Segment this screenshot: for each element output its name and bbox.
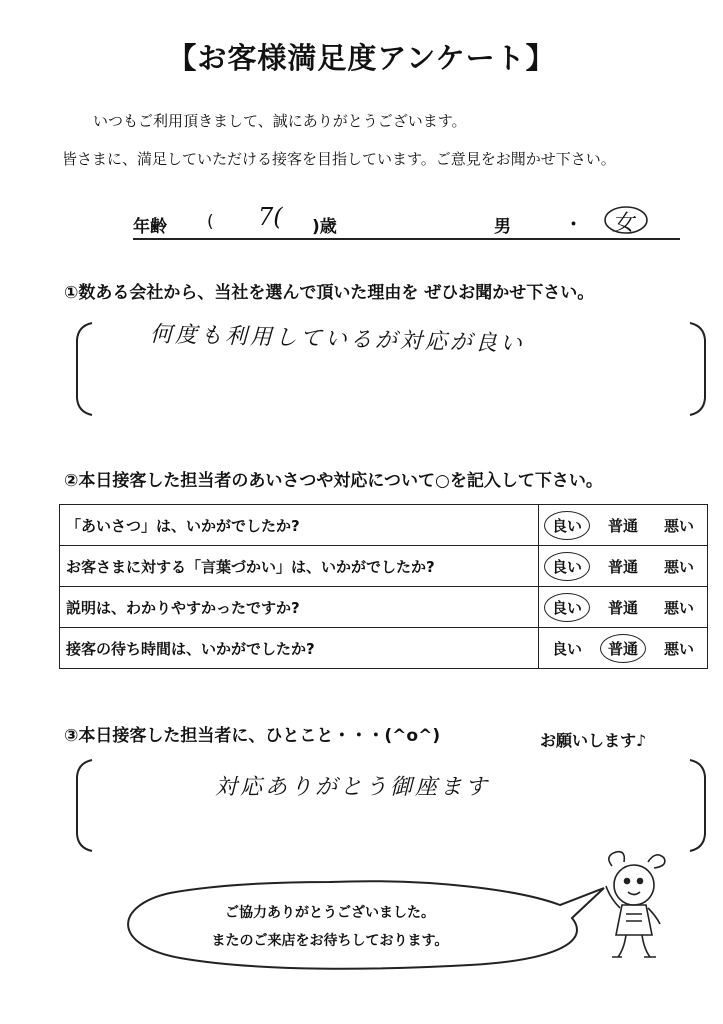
age-open-paren: ( [207,212,214,232]
mascot-illustration [606,852,665,957]
age-label: 年齢 [133,217,167,237]
closing-line-1: ご協力ありがとうございました。 [225,905,435,921]
rating-option[interactable]: 悪い [663,557,694,576]
rating-option[interactable]: 良い [551,639,582,658]
rating-option[interactable]: 良い [548,556,586,577]
age-handwritten-value: 7( [258,203,283,231]
age-unit: )歳 [312,217,337,237]
answer-box-1-left-bracket [77,323,92,415]
rating-question: お客さまに対する「言葉づかい」は、いかがでしたか? [60,546,539,587]
question-1-text: ①数ある会社から、当社を選んで頂いた理由を ぜひお聞かせ下さい。 [64,283,595,303]
intro-line-1: いつもご利用頂きまして、誠にありがとうございます。 [93,112,467,130]
rating-question: 接客の待ち時間は、いかがでしたか? [60,628,539,669]
rating-question: 説明は、わかりやすかったですか? [60,587,539,628]
intro-line-2: 皆さまに、満足していただける接客を目指しています。ご意見をお聞かせ下さい。 [62,150,616,168]
rating-option[interactable]: 悪い [663,639,694,658]
question-3-answer: 対応ありがとう御座ます [215,775,491,800]
rating-option[interactable]: 悪い [663,516,694,535]
question-1-answer: 何度も利用しているが対応が良い [149,322,526,357]
gender-male: 男 [494,217,511,237]
gender-separator: ・ [565,215,582,235]
gender-female: 女 [612,211,635,236]
question-3-text: ③本日接客した担当者に、ひとこと・・・(^o^) [64,726,441,746]
rating-option[interactable]: 普通 [607,598,638,617]
question-3-note: お願いします♪ [540,731,647,750]
answer-box-3-right-bracket [690,760,705,851]
rating-option[interactable]: 良い [548,597,586,618]
rating-option[interactable]: 良い [548,515,586,536]
question-2-text: ②本日接客した担当者のあいさつや対応について○を記入して下さい。 [64,471,603,491]
rating-option[interactable]: 悪い [663,598,694,617]
closing-message [180,899,480,955]
answer-box-3-left-bracket [77,760,92,851]
survey-title: 【お客様満足度アンケート】 [167,41,556,75]
closing-line-2: またのご来店をお待ちしております。 [211,933,449,949]
rating-option[interactable]: 普通 [604,638,642,659]
female-circle [605,207,647,233]
rating-question: 「あいさつ」は、いかがでしたか? [60,505,539,546]
answer-box-1-right-bracket [690,323,705,415]
rating-option[interactable]: 普通 [607,557,638,576]
rating-option[interactable]: 普通 [607,516,638,535]
